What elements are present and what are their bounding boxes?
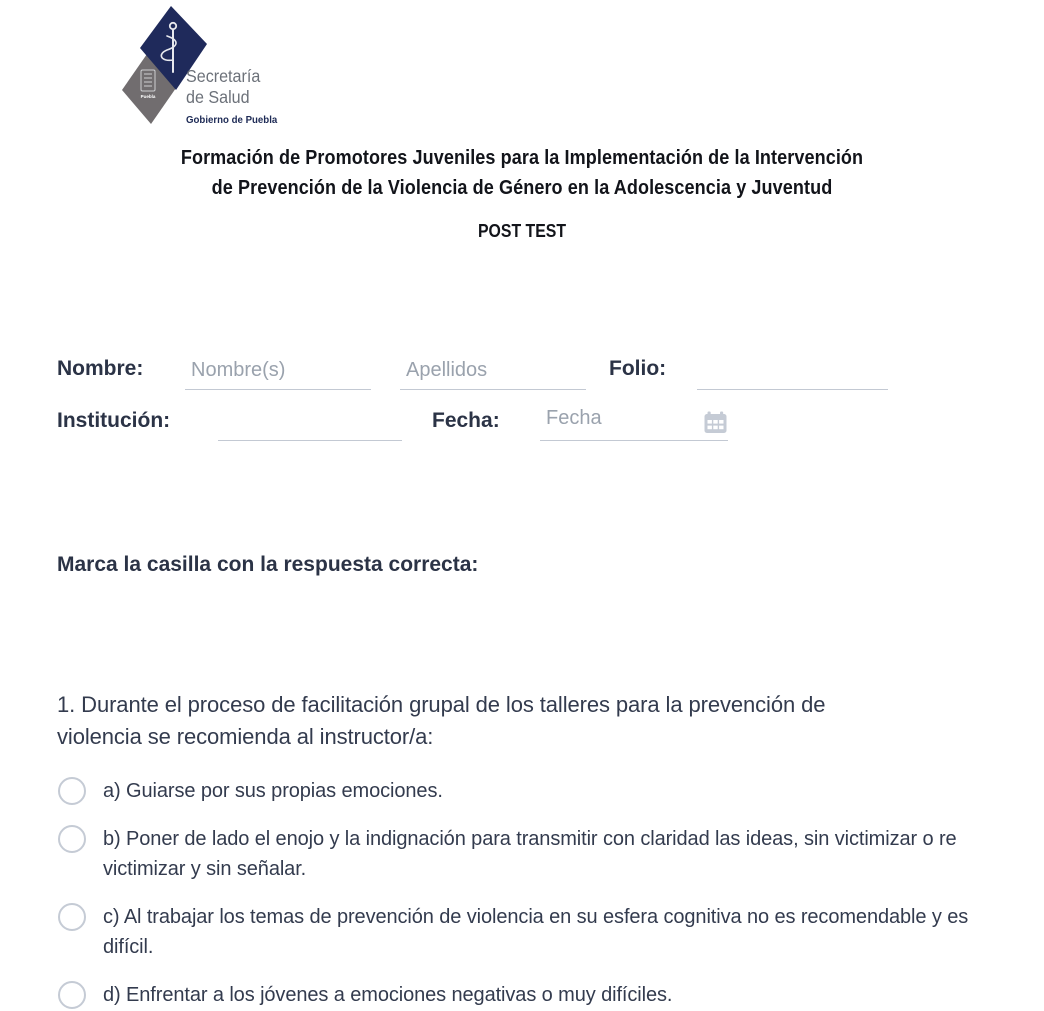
answer-option-label[interactable]: c) Al trabajar los temas de prevención de violencia en su esfera cognitiva no es recomendable y es difícil. [103,906,969,958]
answer-radio-button[interactable] [58,903,86,931]
calendar-icon[interactable] [703,410,728,435]
apellidos-input[interactable] [400,358,586,390]
institucion-input[interactable] [218,409,402,441]
question-1-text: 1. Durante el proceso de facilitación grupal de los talleres para la prevención de violencia se recomienda al instructor/a: [57,692,826,749]
instructions-text: Marca la casilla con la respuesta correcta: [57,553,479,576]
fecha-input[interactable] [540,408,703,436]
question-1-options [57,776,987,1011]
answer-option[interactable] [57,902,987,962]
logo-org-name [186,66,260,108]
answer-option[interactable] [57,980,987,1010]
folio-input[interactable] [697,358,888,390]
answer-radio-button[interactable] [58,825,86,853]
form-subtitle: POST TEST [477,221,567,241]
answer-option-label[interactable]: a) Guiarse por sus propias emociones. [103,780,443,802]
answer-option-label[interactable]: d) Enfrentar a los jóvenes a emociones negativas o muy difíciles. [103,984,673,1006]
nombre-input[interactable] [185,358,371,390]
logo-crest-text: Puebla [140,94,156,99]
secretaria-salud-logo [118,2,418,132]
answer-radio-button[interactable] [58,981,86,1009]
logo-org-line1: Secretaría [186,66,261,86]
institucion-label: Institución: [57,409,171,432]
answer-option[interactable] [57,776,987,806]
fecha-field[interactable] [540,408,728,441]
folio-label: Folio: [609,357,667,380]
logo-org-line2: de Salud [186,87,250,107]
answer-radio-button[interactable] [58,777,86,805]
nombre-label: Nombre: [57,357,144,380]
form-title: Formación de Promotores Juveniles para la Implementación de la Intervención de Prevención de la Violencia de Género en la Adolescencia y Juventud [180,146,864,199]
answer-option[interactable] [57,824,987,884]
logo-government-label: Gobierno de Puebla [186,114,278,126]
fecha-label: Fecha: [432,409,500,432]
answer-option-label[interactable]: b) Poner de lado el enojo y la indignación para transmitir con claridad las ideas, sin victimizar o re victimizar y sin señalar. [103,828,957,880]
